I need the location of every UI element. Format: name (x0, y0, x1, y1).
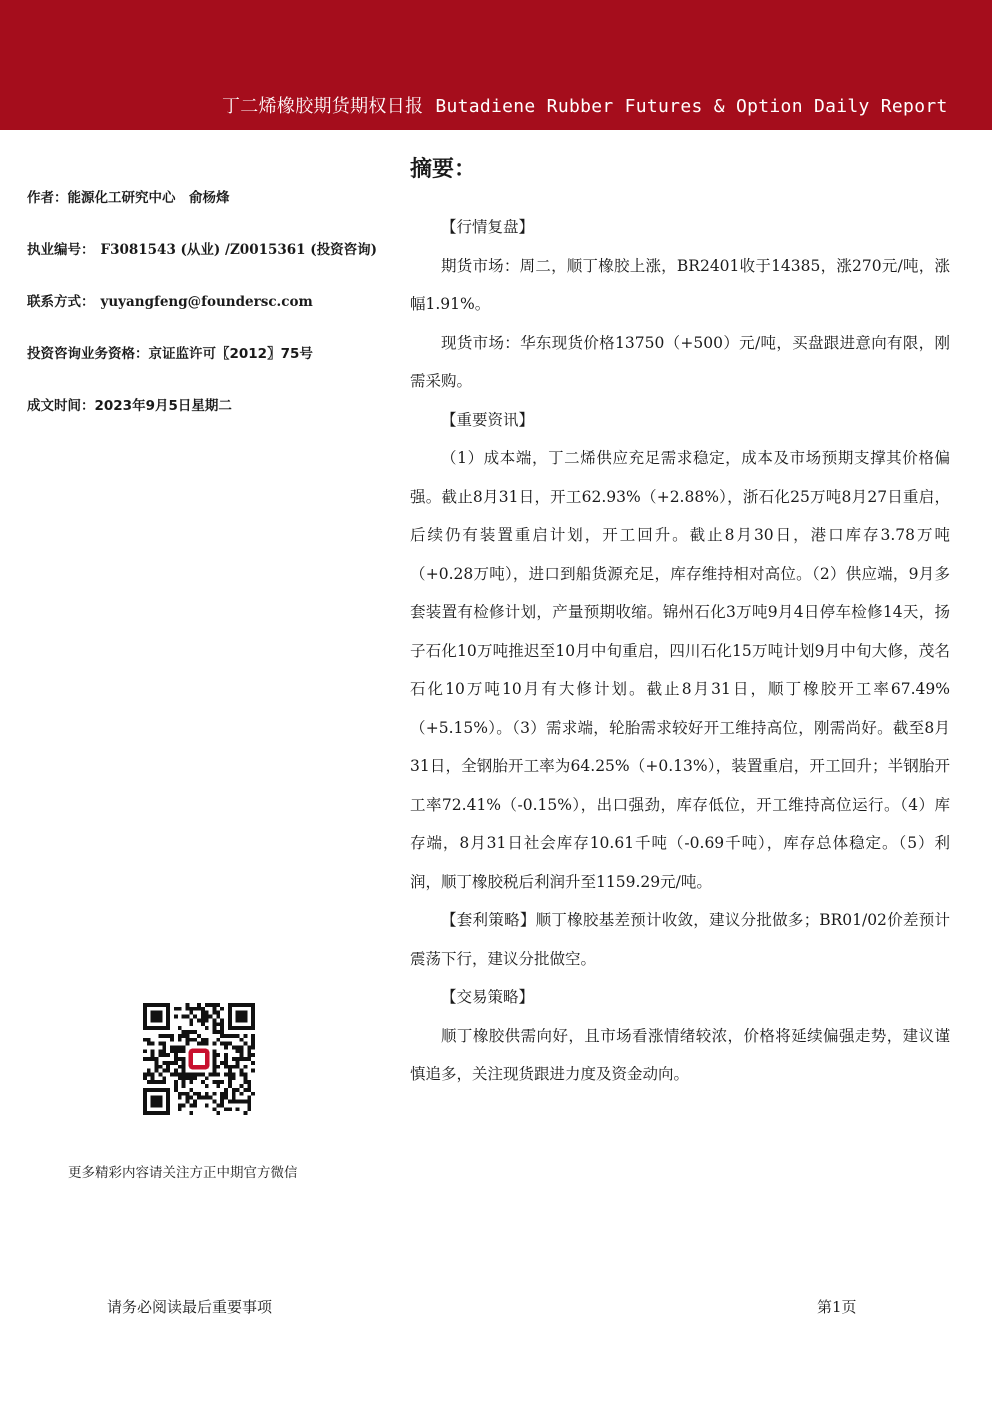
section-tag-market-review: 【行情复盘】 (441, 218, 535, 236)
header-banner (0, 0, 992, 130)
summary-section (410, 152, 950, 1094)
spot-market-paragraph: 现货市场：华东现货价格13750（+500）元/吨，买盘跟进意向有限，刚需采购。 (410, 333, 950, 390)
date-label: 成文时间： (27, 398, 95, 414)
date-row (27, 394, 377, 446)
arbitrage-strategy-paragraph: 【套利策略】顺丁橡胶基差预计收敛，建议分批做多；BR01/02价差预计震荡下行，建议分批做空。 (410, 911, 950, 968)
author-value: 能源化工研究中心 俞杨烽 (67, 190, 230, 206)
contact-row (27, 290, 377, 342)
section-tag-trading-strategy: 【交易策略】 (441, 988, 535, 1006)
contact-label: 联系方式： (27, 294, 95, 310)
qr-caption: 更多精彩内容请关注方正中期官方微信 (68, 1165, 298, 1181)
qualification-value: 京证监许可〖2012〗75号 (148, 346, 313, 362)
report-title-en: Butadiene Rubber Futures & Option Daily Report (435, 96, 948, 117)
qualification-row (27, 342, 377, 394)
author-label: 作者： (27, 190, 68, 206)
key-news-paragraph: （1）成本端，丁二烯供应充足需求稳定，成本及市场预期支撑其价格偏强。截止8月31日，开工62.93%（+2.88%），浙石化25万吨8月27日重启，后续仍有装置重启计划，开工回升。截止8月30日，港口库存3.78万吨（+0.28万吨），进口到船货源充足，库存维持相对高位。（2）供应端，9月多套装置有检修计划，产量预期收缩。锦州石化3万吨9月4日停车检修14天，扬子石化10万吨推迟至10月中旬重启，四川石化15万吨计划9月中旬大修，茂名石化10万吨10月有大修计划。截止8月31日，顺丁橡胶开工率67.49%（+5.15%）。（3）需求端，轮胎需求较好开工维持高位，刚需尚好。截至8月31日，全钢胎开工率为64.25%（+0.13%），装置重启，开工回升；半钢胎开工率72.41%（-0.15%），出口强劲，库存低位，开工维持高位运行。（4）库存端，8月31日社会库存10.61千吨（-0.69千吨），库存总体稳定。（5）利润，顺丁橡胶税后利润升至1159.29元/吨。 (410, 449, 950, 891)
date-value: 2023年9月5日星期二 (94, 398, 232, 414)
footer-notice: 请务必阅读最后重要事项 (107, 1298, 273, 1316)
author-info (27, 186, 377, 446)
report-title-cn: 丁二烯橡胶期货期权日报 (222, 96, 424, 117)
trading-strategy-paragraph: 顺丁橡胶供需向好，且市场看涨情绪较浓，价格将延续偏强走势，建议谨慎追多，关注现货跟进力度及资金动向。 (410, 1026, 950, 1083)
wechat-qr-code (143, 1003, 255, 1115)
page-number: 第1页 (817, 1298, 857, 1316)
futures-market-paragraph: 期货市场：周二，顺丁橡胶上涨，BR2401收于14385，涨270元/吨，涨幅1.91%。 (410, 256, 950, 313)
author-row (27, 186, 377, 238)
contact-email[interactable]: yuyangfeng@foundersc.com (100, 294, 313, 310)
license-row (27, 238, 377, 290)
qualification-label: 投资咨询业务资格： (27, 346, 149, 362)
summary-heading: 摘要： (410, 157, 477, 182)
report-title (222, 92, 948, 118)
section-tag-key-news: 【重要资讯】 (441, 410, 535, 429)
license-value: F3081543 (从业) /Z0015361 (投资咨询) (100, 242, 378, 258)
license-label: 执业编号： (27, 242, 95, 258)
